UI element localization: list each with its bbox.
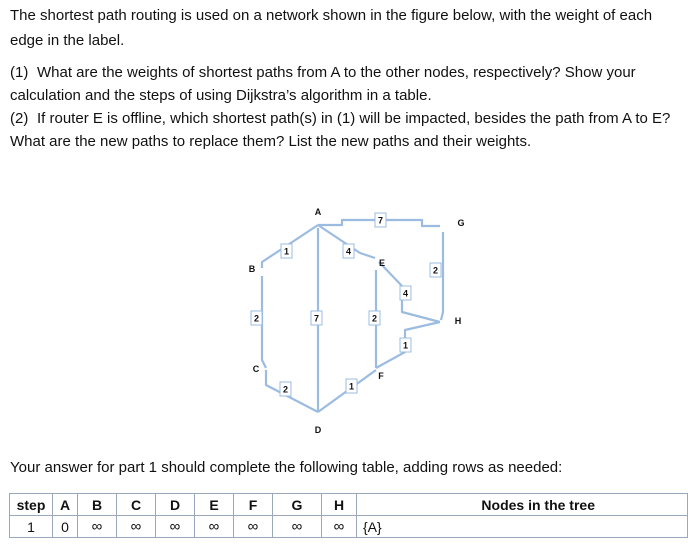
weight-label-A-D [311,311,322,325]
node-A: A [314,207,322,217]
edge-weight-labels [248,213,441,396]
cell-D: ∞ [156,516,195,538]
header-E: E [195,494,234,516]
question-1-number: (1) [10,64,29,81]
cell-step: 1 [10,516,53,538]
header-H: H [322,494,357,516]
header-G: G [273,494,322,516]
header-F: F [234,494,273,516]
node-G: G [457,218,465,228]
node-H: H [454,316,462,326]
question-1-text: What are the weights of shortest paths from A to the other nodes, respectively? Show your calculation and the steps of using Dijkstra’s algorithm in a table. [10,64,636,104]
weight-A-G: 7 [377,215,384,226]
node-E: E [378,258,386,268]
weight-A-D: 7 [313,313,320,324]
table-row [10,516,688,538]
weight-A-E: 4 [345,246,352,257]
header-B: B [78,494,117,516]
node-F: F [378,371,384,381]
weight-label-A-E [343,244,354,258]
cell-nodes-in-tree: {A} [357,516,688,538]
weight-A-B: 1 [283,246,290,257]
cell-E: ∞ [195,516,234,538]
weight-E-H: 4 [402,288,409,299]
weight-B-C: 2 [253,313,260,324]
weight-label-D-F [346,379,357,393]
question-2-text: If router E is offline, which shortest path(s) in (1) will be impacted, besides the path from A to E? What are the new paths to replace them? List the new paths and their weights. [10,110,671,150]
header-D: D [156,494,195,516]
node-B: B [248,264,256,274]
edge-B-C [262,276,266,368]
header-nodes-in-tree: Nodes in the tree [357,494,688,516]
weight-label-E-H [400,286,411,300]
weight-label-A-B [281,244,292,258]
weight-label-F-H [400,338,411,352]
cell-G: ∞ [273,516,322,538]
weight-label-C-D [280,382,291,396]
weight-C-D: 2 [282,384,289,395]
weight-label-B-C [251,311,262,325]
weight-label-A-G [375,213,386,227]
cell-H: ∞ [322,516,357,538]
cell-B: ∞ [78,516,117,538]
weight-label-E-F [369,311,380,325]
cell-C: ∞ [117,516,156,538]
header-A: A [53,494,78,516]
question-2 [10,107,686,153]
weight-D-F: 1 [348,381,355,392]
question-2-number: (2) [10,110,29,127]
cell-A: 0 [53,516,78,538]
dijkstra-table [9,493,688,538]
weight-label-G-H [430,263,441,277]
weight-E-F: 2 [371,313,378,324]
weight-F-H: 1 [402,340,409,351]
problem-intro: The shortest path routing is used on a network shown in the figure below, with the weight of each edge in the label. [10,7,653,49]
edge-C-D [266,370,318,412]
table-instruction: Your answer for part 1 should complete the following table, adding rows as needed: [10,459,563,476]
table-header-row [10,494,688,516]
network-graph [220,200,480,445]
header-step: step [10,494,53,516]
weight-G-H: 2 [432,265,439,276]
question-1 [10,61,686,107]
header-C: C [117,494,156,516]
node-D: D [314,425,322,435]
cell-F: ∞ [234,516,273,538]
node-C: C [252,364,260,374]
